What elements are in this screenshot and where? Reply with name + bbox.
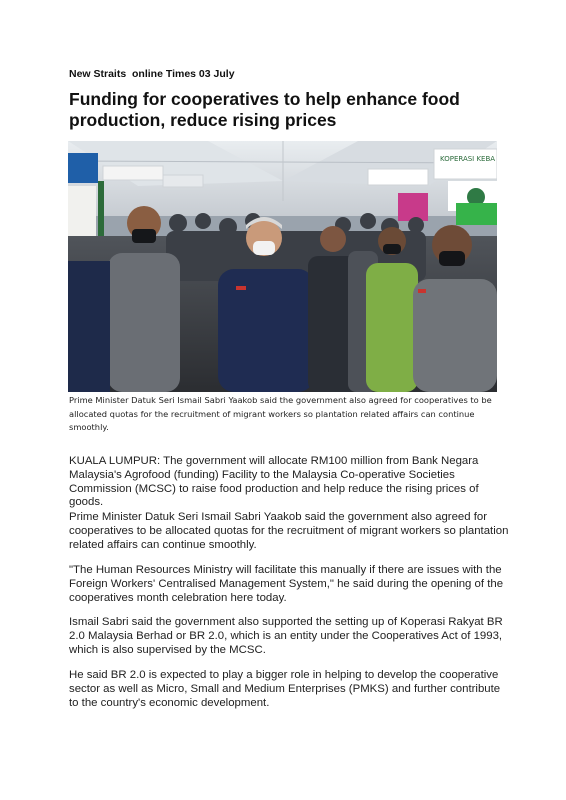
photo-caption: Prime Minister Datuk Seri Ismail Sabri Yaakob said the government also agreed for cooperatives to be allocated quotas for the recruitment of migrant workers so plantation related affairs can continue smoothly. [69, 395, 492, 432]
headline: Funding for cooperatives to help enhance food production, reduce rising prices [69, 89, 460, 130]
source-line: New Straits online Times 03 July [69, 68, 235, 80]
body-paragraph: Ismail Sabri said the government also supported the setting up of Koperasi Rakyat BR 2.0 Malaysia Berhad or BR 2.0, which is an entity under the Cooperatives Act of 1993, which is also supervised by the MCSC. [69, 616, 503, 656]
body-paragraph: Prime Minister Datuk Seri Ismail Sabri Yaakob said the government also agreed for cooperatives to be allocated quotas for the recruitment of migrant workers so plantation related affairs can continue smoothly. [69, 511, 509, 551]
news-photo-illustration [68, 141, 497, 392]
booth-sign-text: KOPERASI KEBA [440, 155, 496, 163]
body-paragraph: He said BR 2.0 is expected to play a bigger role in helping to develop the cooperative sector as well as Micro, Small and Medium Enterprises (PMKS) and further contribute to the country's economic development. [69, 669, 501, 709]
news-photo [68, 141, 497, 392]
body-paragraph: "The Human Resources Ministry will facilitate this manually if there are issues with the Foreign Workers' Centralised Management System," he said during the opening of the cooperatives month celebration here today. [69, 564, 504, 604]
body-paragraph: KUALA LUMPUR: The government will allocate RM100 million from Bank Negara Malaysia's Agrofood (funding) Facility to the Malaysia Co-operative Societies Commission (MCSC) to raise food production and help reduce the rising prices of goods. [69, 455, 479, 509]
